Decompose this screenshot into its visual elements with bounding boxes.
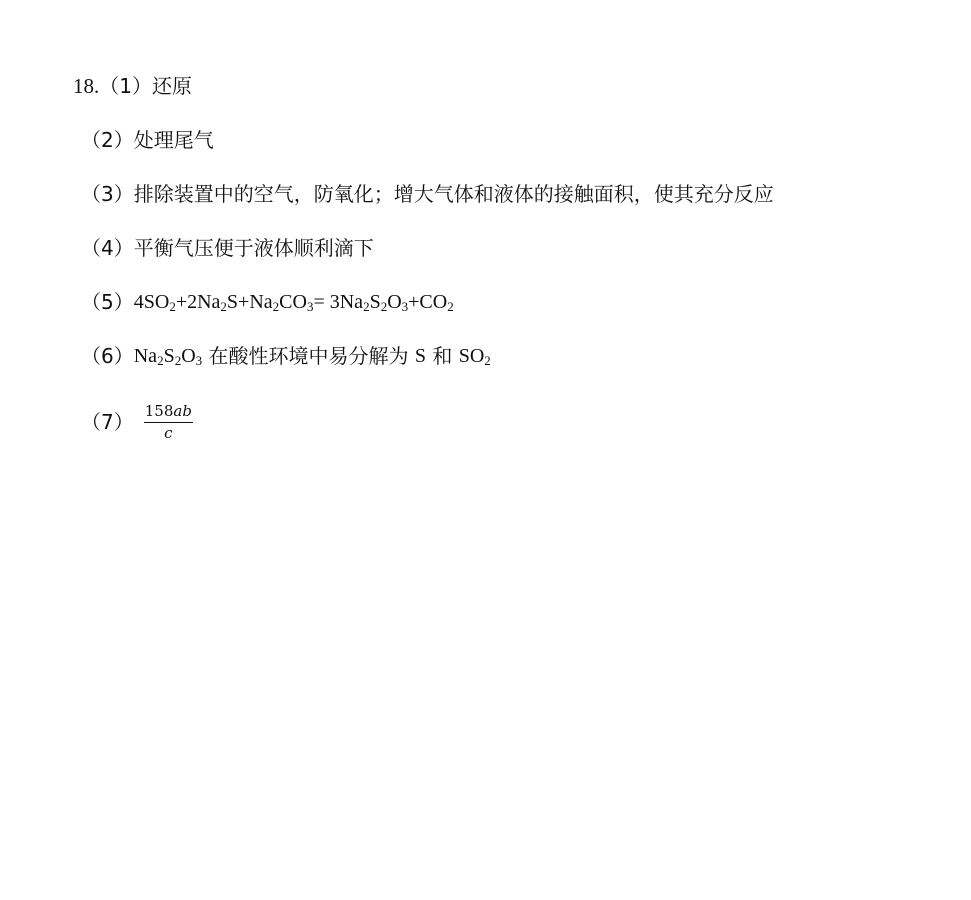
- answer-line-2: [81, 126, 214, 154]
- item-label-4: （4）: [81, 236, 134, 260]
- answer-line-5: [81, 288, 454, 316]
- chemical-equation: $4SO_2+2Na_2S+Na_2CO_3= 3Na_2S_2O_3+CO_2$: [133, 291, 454, 314]
- item-answer-2: 处理尾气: [133, 128, 214, 152]
- sulfur-dioxide-formula: $SO_2$: [458, 345, 491, 368]
- item-label-1: （1）: [99, 74, 152, 98]
- answer-line-6: [81, 342, 491, 370]
- answer-line-1: [73, 72, 192, 100]
- answer-line-4: [81, 234, 374, 262]
- item-label-5: （5）: [81, 290, 134, 314]
- item-answer-1: 还原: [151, 74, 192, 98]
- fraction-denominator: c: [164, 424, 173, 442]
- item-label-3: （3）: [81, 182, 134, 206]
- thiosulfate-formula: $Na_2S_2O_3$: [133, 345, 203, 368]
- item-answer-3: 排除装置中的空气，防氧化；增大气体和液体的接触面积，使其充分反应: [133, 182, 774, 206]
- item-label-7: （7）: [81, 410, 134, 434]
- answer-line-3: [81, 180, 774, 208]
- question-number: 18.: [73, 74, 100, 98]
- sulfur-symbol: S: [414, 345, 426, 367]
- item-answer-6a: 在酸性环境中易分解为: [202, 344, 415, 368]
- fraction-numerator: 158ab: [144, 402, 193, 423]
- item-answer-4: 平衡气压便于液体顺利滴下: [133, 236, 374, 260]
- item-label-6: （6）: [81, 344, 134, 368]
- answer-line-7: [81, 402, 193, 442]
- fraction-expression: [144, 402, 193, 442]
- item-answer-6b: 和: [425, 344, 459, 368]
- item-label-2: （2）: [81, 128, 134, 152]
